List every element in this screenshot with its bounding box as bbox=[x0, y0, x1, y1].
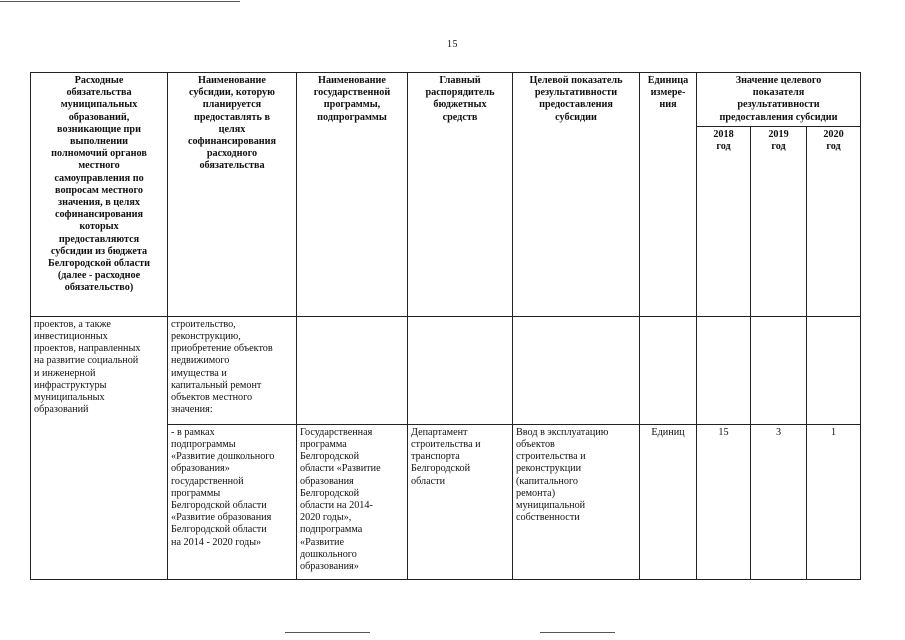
cell-target-indicator: Ввод в эксплуатацию объектов строительства и реконструкции (капитального ремонта) муниципальной собственности bbox=[513, 424, 640, 579]
header-year-2020: 2020 год bbox=[807, 126, 861, 316]
header-expense-obligations: Расходные обязательства муниципальных образований, возникающие при выполнении полномочий органов местного самоуправления по вопросам местного значения, в целях софинансирования которых предоставляются субсидии из бюджета Белгородской области (далее - расходное обязательство) bbox=[31, 73, 168, 317]
cell-empty bbox=[513, 316, 640, 424]
cell-main-manager: Департамент строительства и транспорта Белгородской области bbox=[408, 424, 513, 579]
cell-empty bbox=[751, 316, 807, 424]
cell-value-2019: 3 bbox=[751, 424, 807, 579]
table-row bbox=[31, 316, 861, 424]
top-scan-line bbox=[0, 1, 240, 2]
bottom-scan-line-right bbox=[540, 632, 615, 633]
page-number: 15 bbox=[447, 39, 458, 50]
cell-empty bbox=[408, 316, 513, 424]
cell-value-2018: 15 bbox=[697, 424, 751, 579]
cell-empty bbox=[697, 316, 751, 424]
header-target-indicator: Целевой показатель результативности предоставления субсидии bbox=[513, 73, 640, 317]
header-program-name: Наименование государственной программы, подпрограммы bbox=[297, 73, 408, 317]
cell-subprogram-subsidy: - в рамках подпрограммы «Развитие дошкольного образования» государственной программы Белгородской области «Развитие образования Белгородской области на 2014 - 2020 годы» bbox=[168, 424, 297, 579]
header-main-manager: Главный распорядитель бюджетных средств bbox=[408, 73, 513, 317]
header-subsidy-name: Наименование субсидии, которую планируется предоставлять в целях софинансирования расходного обязательства bbox=[168, 73, 297, 317]
cell-empty bbox=[640, 316, 697, 424]
cell-program-name: Государственная программа Белгородской области «Развитие образования Белгородской области на 2014- 2020 годы», подпрограмма «Развитие дошкольного образования» bbox=[297, 424, 408, 579]
header-row bbox=[31, 73, 861, 127]
cell-subsidy-name: строительство, реконструкцию, приобретение объектов недвижимого имущества и капитальный ремонт объектов местного значения: bbox=[168, 316, 297, 424]
header-year-2018: 2018 год bbox=[697, 126, 751, 316]
bottom-scan-line-left bbox=[285, 632, 370, 633]
header-year-2019: 2019 год bbox=[751, 126, 807, 316]
header-unit: Единица измере- ния bbox=[640, 73, 697, 317]
cell-unit: Единиц bbox=[640, 424, 697, 579]
cell-expense-obligation: проектов, а также инвестиционных проектов, направленных на развитие социальной и инженерной инфраструктуры муниципальных образований bbox=[31, 316, 168, 579]
cell-empty bbox=[297, 316, 408, 424]
cell-value-2020: 1 bbox=[807, 424, 861, 579]
header-indicator-value: Значение целевого показателя результативности предоставления субсидии bbox=[697, 73, 861, 127]
cell-empty bbox=[807, 316, 861, 424]
subsidy-table bbox=[30, 72, 861, 580]
